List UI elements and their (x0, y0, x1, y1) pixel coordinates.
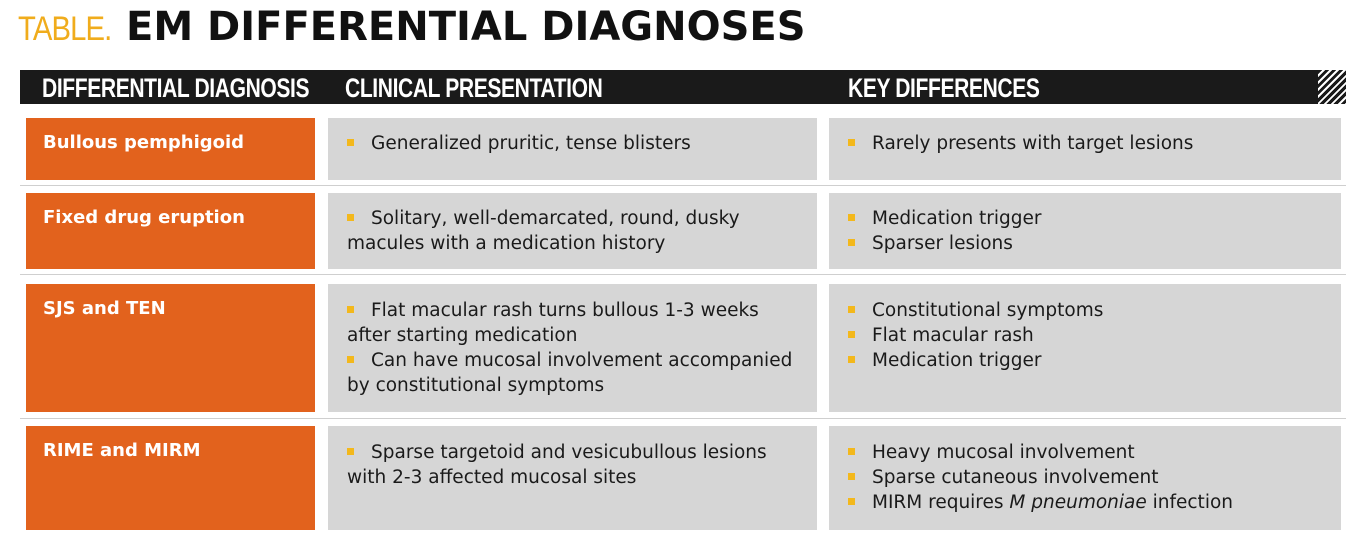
list-item (848, 298, 1331, 323)
square-bullet-icon (347, 448, 354, 455)
list-item-text: MIRM requires (872, 492, 1010, 513)
list-item (848, 348, 1331, 373)
list-item-text-suffix: infection (1146, 492, 1233, 513)
organism-name: M pneumoniae (1009, 492, 1147, 513)
title-prefix: TABLE. (18, 10, 112, 48)
header-key-differences: KEY DIFFERENCES (848, 73, 1040, 103)
list-item (347, 131, 807, 156)
row-separator (20, 185, 1346, 186)
list-item (848, 490, 1331, 515)
list-item-text: Sparser lesions (872, 233, 1013, 254)
list-item-text: Solitary, well-demarcated, round, dusky macules with a medication history (347, 208, 740, 254)
header-stripe-decoration (1318, 70, 1346, 104)
square-bullet-icon (848, 139, 855, 146)
row-separator (20, 274, 1346, 275)
list-item-text: Can have mucosal involvement accompanied by constitutional symptoms (347, 350, 793, 396)
table-row-differences (829, 426, 1341, 530)
list-item (347, 440, 807, 490)
list-item (347, 348, 807, 398)
diagnosis-label: Bullous pemphigoid (43, 132, 245, 153)
square-bullet-icon (347, 356, 354, 363)
square-bullet-icon (347, 139, 354, 146)
diagnosis-label: SJS and TEN (43, 298, 166, 319)
list-item (848, 465, 1331, 490)
square-bullet-icon (848, 356, 855, 363)
row-separator (20, 418, 1346, 419)
table-row-presentation (328, 284, 817, 412)
table-row-presentation (328, 426, 817, 530)
list-item-text: Medication trigger (872, 208, 1042, 229)
square-bullet-icon (347, 214, 354, 221)
table-title (18, 4, 806, 60)
table-row-diagnosis (26, 284, 315, 412)
table-row-diagnosis (26, 118, 315, 180)
diagnosis-label: RIME and MIRM (43, 440, 201, 461)
list-item-text: Flat macular rash (872, 325, 1034, 346)
square-bullet-icon (848, 214, 855, 221)
square-bullet-icon (848, 306, 855, 313)
square-bullet-icon (848, 331, 855, 338)
list-item-text: Medication trigger (872, 350, 1042, 371)
table-row-diagnosis (26, 426, 315, 530)
square-bullet-icon (848, 473, 855, 480)
list-item-text: Sparse targetoid and vesicubullous lesions with 2-3 affected mucosal sites (347, 442, 767, 488)
square-bullet-icon (347, 306, 354, 313)
square-bullet-icon (848, 448, 855, 455)
table-row-differences (829, 193, 1341, 269)
header-differential-diagnosis: DIFFERENTIAL DIAGNOSIS (42, 73, 310, 103)
list-item-text: Rarely presents with target lesions (872, 133, 1194, 154)
list-item-text: Sparse cutaneous involvement (872, 467, 1159, 488)
table-row-diagnosis (26, 193, 315, 269)
list-item (848, 206, 1331, 231)
list-item (347, 206, 807, 256)
table-row-presentation (328, 118, 817, 180)
square-bullet-icon (848, 239, 855, 246)
list-item-text: Generalized pruritic, tense blisters (371, 133, 691, 154)
table-row-differences (829, 118, 1341, 180)
list-item-text: Heavy mucosal involvement (872, 442, 1135, 463)
diagnosis-label: Fixed drug eruption (43, 207, 245, 228)
table-row-differences (829, 284, 1341, 412)
header-clinical-presentation: CLINICAL PRESENTATION (345, 73, 603, 103)
list-item (848, 440, 1331, 465)
list-item (347, 298, 807, 348)
square-bullet-icon (848, 498, 855, 505)
title-main: EM DIFFERENTIAL DIAGNOSES (126, 4, 806, 50)
list-item (848, 231, 1331, 256)
list-item-text: Flat macular rash turns bullous 1-3 weeks after starting medication (347, 300, 759, 346)
table-row-presentation (328, 193, 817, 269)
list-item-text: Constitutional symptoms (872, 300, 1104, 321)
list-item (848, 323, 1331, 348)
list-item (848, 131, 1331, 156)
